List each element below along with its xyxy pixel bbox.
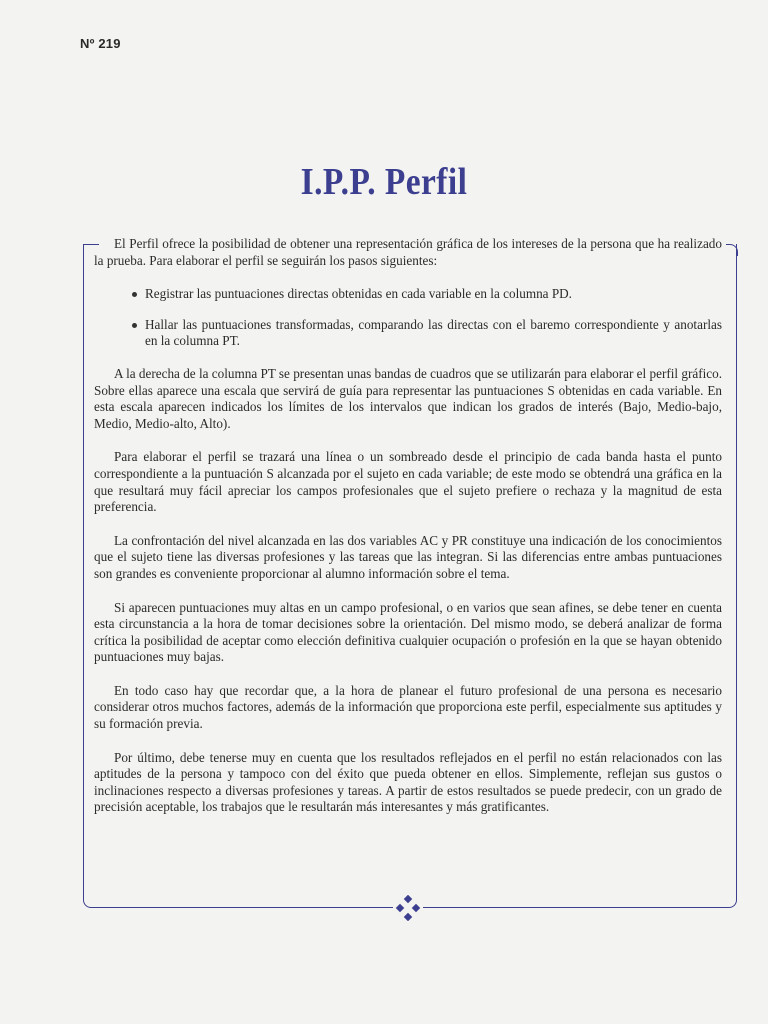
paragraph-high-scores: Si aparecen puntuaciones muy altas en un campo profesional, o en varios que sean afines, se debe tener en cuenta esta circunstancia a la hora de tomar decisiones sobre la orientación. Del mismo modo, se deberá analizar de forma crítica la posibilidad de aceptar como elección definitiva cualquier ocupación o profesión en la que se hayan obtenido puntuaciones muy bajas. [94, 599, 722, 665]
paragraph-ac-pr: La confrontación del nivel alcanzada en las dos variables AC y PR constituye una indicación de los conocimientos que el sujeto tiene las diversas profesiones y las tareas que las integran. Si las diferencias entre ambas puntuaciones son grandes es conveniente proporcionar al alumno información sobre el tema. [94, 532, 722, 581]
paragraph-final: Por último, debe tenerse muy en cuenta que los resultados reflejados en el perfil no están relacionados con las aptitudes de la persona y tampoco con del éxito que pueda obtener en ellos. Simplemente, reflejan sus gustos o inclinaciones respecto a diversas profesiones y tareas. A partir de estos resultados se puede predecir, con un grado de precisión aceptable, los trabajos que le resultarán más interesantes y más gratificantes. [94, 749, 722, 815]
paragraph-other-factors: En todo caso hay que recordar que, a la hora de planear el futuro profesional de una persona es necesario considerar otros muchos factores, además de la información que proporciona este perfil, especialmente sus aptitudes y su formación previa. [94, 682, 722, 732]
body-text [94, 236, 722, 833]
step-item: Registrar las puntuaciones directas obtenidas en cada variable en la columna PD. [132, 286, 722, 303]
step-item: Hallar las puntuaciones transformadas, comparando las directas con el baremo correspondiente y anotarlas en la columna PT. [132, 317, 722, 350]
paragraph-bands: A la derecha de la columna PT se presentan unas bandas de cuadros que se utilizarán para elaborar el perfil gráfico. Sobre ellas aparece una escala que servirá de guía para representar las puntuaciones S obtenidas en cada variable. En esta escala aparecen indicados los límites de los intervalos que indican los grados de interés (Bajo, Medio-bajo, Medio, Medio-alto, Alto). [94, 365, 722, 431]
intro-paragraph: El Perfil ofrece la posibilidad de obtener una representación gráfica de los intereses de la persona que ha realizado la prueba. Para elaborar el perfil se seguirán los pasos siguientes: [94, 236, 722, 268]
steps-list [94, 286, 722, 350]
page-title: I.P.P. Perfil [300, 161, 468, 203]
page-number: Nº 219 [80, 36, 121, 51]
paragraph-profile-line: Para elaborar el perfil se trazará una línea o un sombreado desde el principio de cada banda hasta el punto correspondiente a la puntuación S alcanzada por el sujeto en cada variable; de este modo se obtendrá una gráfica en la que resultará muy fácil apreciar los campos profesionales que el sujeto prefiere o rechaza y la magnitud de esta preferencia. [94, 449, 722, 515]
diamond-cluster-icon [393, 895, 423, 921]
